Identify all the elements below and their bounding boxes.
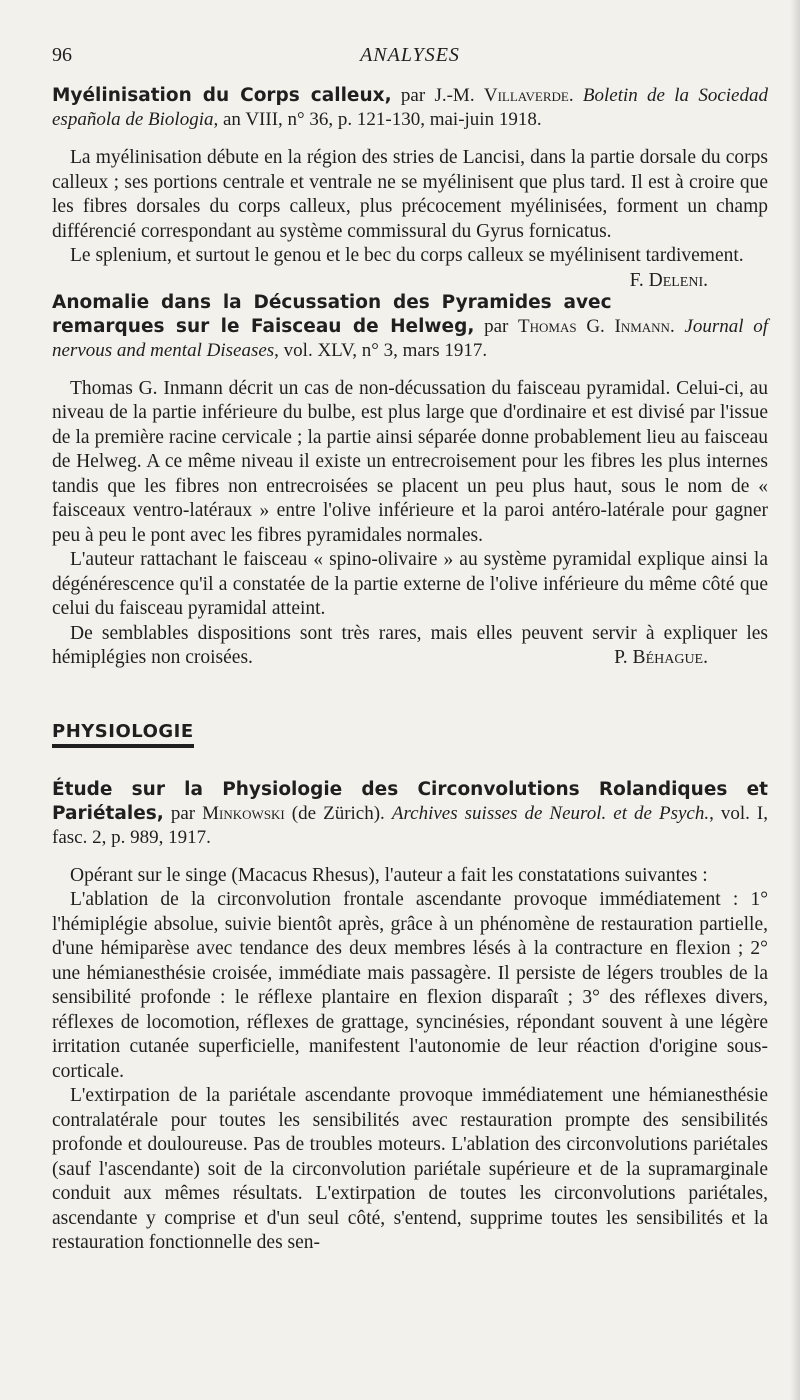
article-3-author: Minkowski	[202, 802, 285, 824]
section-title: PHYSIOLOGIE	[52, 721, 194, 748]
page-number: 96	[52, 44, 72, 66]
article-1-heading: Myélinisation du Corps calleux,	[52, 85, 392, 106]
article-3-journal: Archives suisses de Neurol. et de Psych.	[391, 802, 710, 824]
article-1-signature: F. Deleni.	[629, 269, 708, 291]
article-3-paragraph: Opérant sur le singe (Macacus Rhesus), l'auteur a fait les constatations suivantes :	[70, 864, 708, 886]
page-edge-shadow	[790, 0, 800, 1400]
article-2-paragraph: De semblables dispositions sont très rares, mais elles peuvent servir à expliquer les hémiplégies non croisées. P. Béhague.	[52, 622, 768, 671]
article-3-citation: , vol. I, fasc. 2, p. 989, 1917.	[52, 802, 769, 848]
article-2-author: Thomas G. Inmann	[518, 315, 670, 337]
article-2-title: Anomalie dans la Décussation des Pyramides avec remarques sur le Faisceau de Helweg, par Thomas G. Inmann. Journal of nervous and mental Diseases, vol. XLV, n° 3, mars 1917.	[52, 291, 768, 361]
article-2-journal: Journal of nervous and mental Diseases	[52, 315, 768, 361]
article-1-author: Villaverde	[483, 85, 569, 106]
article-1-paragraph: La myélinisation débute en la région des stries de Lancisi, dans la partie dorsale du corps calleux ; ses portions centrale et ventrale ne se myélinisent que plus tard. Il est à croire que les fibres dorsales du corps calleux, plus précocement myélinisées, forment un champ différencié correspondant au système commissural du Gyrus fornicatus.	[52, 147, 768, 242]
article-2-heading: Anomalie dans la Décussation des Pyramides avec remarques sur le Faisceau de Helweg,	[52, 291, 612, 337]
running-title: ANALYSES	[360, 44, 460, 66]
article-3	[52, 778, 768, 1256]
article-1	[52, 84, 768, 291]
page-content	[52, 84, 768, 1256]
article-3-heading: Étude sur la Physiologie des Circonvolutions Rolandiques et Pariétales,	[52, 778, 768, 824]
section-header	[52, 721, 768, 748]
article-2-citation: , vol. XLV, n° 3, mars 1917.	[274, 339, 488, 361]
article-1-title: Myélinisation du Corps calleux, par J.-M. Villaverde. Boletin de la Sociedad española de Biologia, an VIII, n° 36, p. 121-130, mai-juin 1918.	[52, 85, 768, 130]
article-1-paragraph: Le splenium, et surtout le genou et le bec du corps calleux se myélinisent tardivement. F. Deleni.	[52, 244, 768, 269]
article-1-citation: , an VIII, n° 36, p. 121-130, mai-juin 1918.	[213, 109, 542, 130]
article-2-paragraph: L'auteur rattachant le faisceau « spino-olivaire » au système pyramidal explique ainsi la dégénérescence qu'il a constatée de la partie externe de l'olive inférieure du même côté que celui du faisceau pyramidal atteint.	[52, 549, 768, 619]
article-3-paragraph: L'extirpation de la pariétale ascendante provoque immédiatement une hémianesthésie contralatérale pour toutes les sensibilités avec restauration prompte des sensibilités profonde et douloureuse. Pas de troubles moteurs. L'ablation des circonvolutions pariétales (sauf l'ascendante) soit de la circonvolution pariétale supérieure et de la supramarginale conduit aux mêmes résultats. L'extirpation de toutes les circonvolutions pariétales, ascendante y comprise et d'un seul côté, s'entend, supprime toutes les sensibilités et la restauration fonctionnelle des sen-	[52, 1085, 768, 1253]
running-header	[52, 44, 768, 74]
article-1-journal: Boletin de la Sociedad española de Biologia	[52, 85, 768, 130]
article-2-paragraph: Thomas G. Inmann décrit un cas de non-décussation du faisceau pyramidal. Celui-ci, au niveau de la partie inférieure du bulbe, est plus large que d'ordinaire et est divisé par l'issue de la première racine cervicale ; la partie ainsi séparée donne probablement lieu au faisceau de Helweg. A ce même niveau il existe un entrecroisement pour les fibres les plus internes tandis que les fibres non entrecroisées se placent un peu plus haut, sous le nom de « faisceaux ventro-latéraux » entre l'olive inférieure et la paroi antéro-latérale pour gagner peu à peu le pont avec les fibres pyramidales normales.	[52, 377, 768, 546]
article-2	[52, 291, 768, 671]
article-2-signature: P. Béhague.	[614, 647, 708, 668]
article-3-paragraph: L'ablation de la circonvolution frontale ascendante provoque immédiatement : 1° l'hémiplégie absolue, suivie bientôt après, grâce à un phénomène de restauration partielle, d'une hémiparèse avec tendance des deux membres lésés à la contracture en flexion ; 2° une hémianesthésie croisée, immédiate mais passagère. Il persiste de légers troubles de la sensibilité profonde : le réflexe plantaire en flexion disparaît ; 3° des réflexes divers, réflexes de locomotion, réflexes de grattage, syncinésies, répondant souvent à une légère irritation cutanée superficielle, manifestent l'autonomie de leur réaction d'origine sous-corticale.	[52, 889, 768, 1082]
article-3-title: Étude sur la Physiologie des Circonvolutions Rolandiques et Pariétales, par Minkowski (de Zürich). Archives suisses de Neurol. et de Psych., vol. I, fasc. 2, p. 989, 1917.	[52, 778, 769, 848]
